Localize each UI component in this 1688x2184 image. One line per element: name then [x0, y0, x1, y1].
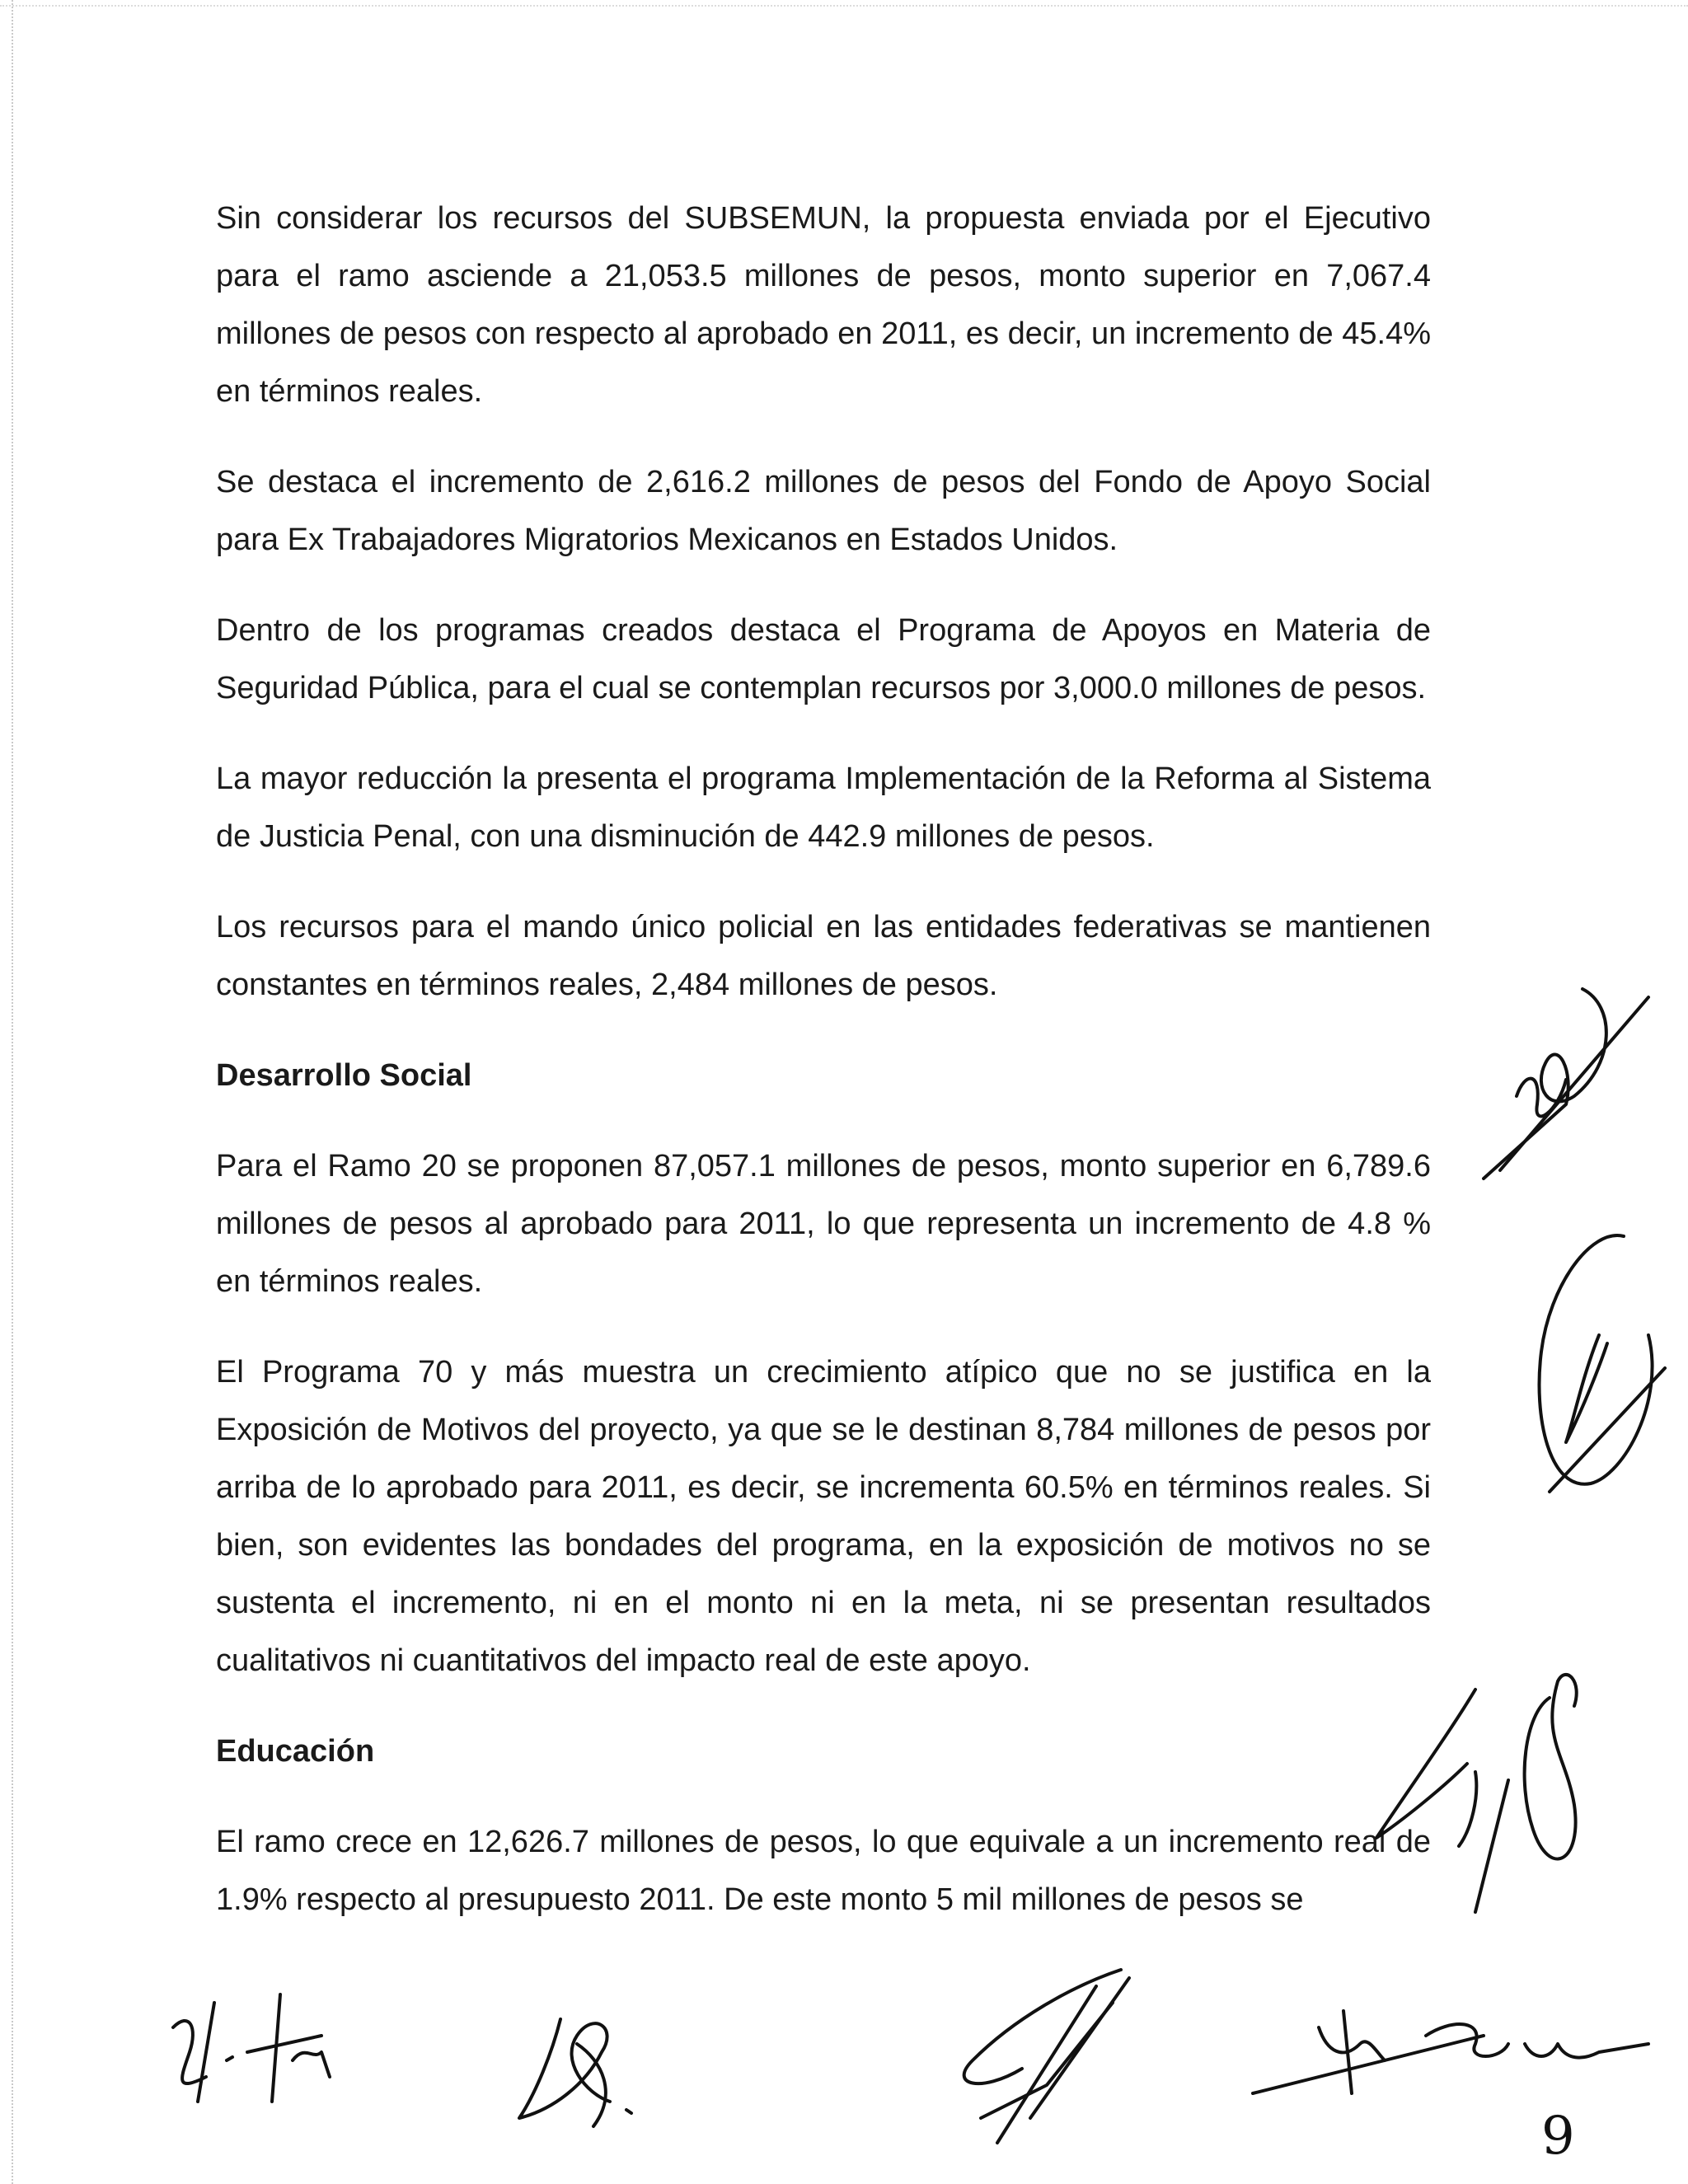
document-body: [216, 190, 1431, 1961]
paragraph-seguridad-publica: Dentro de los programas creados destaca el Programa de Apoyos en Materia de Seguridad Pública, para el cual se contemplan recursos por 3,000.0 millones de pesos.: [216, 613, 1431, 705]
page-number: 9: [1541, 2106, 1575, 2167]
signature-right-lower: [1311, 1665, 1607, 1912]
paragraph-subsemun: Sin considerar los recursos del SUBSEMUN, la propuesta enviada por el Ejecutivo para el ramo asciende a 21,053.5 millones de pesos, monto superior en 7,067.4 millones de pesos con respecto al aprobado en 2011, es decir, un incremento de 45.4% en términos reales.: [216, 201, 1431, 409]
scan-left-edge: [0, 0, 13, 2184]
signature-bottom-2: [503, 1994, 684, 2143]
signature-bottom-1: [157, 1978, 354, 2118]
paragraph-mando-unico: Los recursos para el mando único policial en las entidades federativas se mantienen constantes en términos reales, 2,484 millones de pesos.: [216, 910, 1431, 1002]
paragraph-ramo-20: Para el Ramo 20 se proponen 87,057.1 millones de pesos, monto superior en 6,789.6 millones de pesos al aprobado para 2011, lo que representa un incremento de 4.8 % en términos reales.: [216, 1149, 1431, 1299]
signature-right-top: [1451, 972, 1665, 1187]
heading-desarrollo-social: Desarrollo Social: [216, 1058, 472, 1093]
signature-right-middle: [1500, 1220, 1673, 1516]
paragraph-ramo-educacion: El ramo crece en 12,626.7 millones de pesos, lo que equivale a un incremento real de 1.9% respecto al presupuesto 2011. De este monto 5 mil millones de pesos se: [216, 1825, 1431, 1917]
signature-bottom-3: [931, 1953, 1146, 2168]
paragraph-fondo-apoyo-social: Se destaca el incremento de 2,616.2 millones de pesos del Fondo de Apoyo Social para Ex Trabajadores Migratorios Mexicanos en Estados Unidos.: [216, 465, 1431, 557]
paragraph-reforma-justicia: La mayor reducción la presenta el programa Implementación de la Reforma al Sistema de Justicia Penal, con una disminución de 442.9 millones de pesos.: [216, 762, 1431, 854]
paragraph-programa-70: El Programa 70 y más muestra un crecimiento atípico que no se justifica en la Exposición de Motivos del proyecto, ya que se le destinan 8,784 millones de pesos por arriba de lo aprobado para 2011, es decir, se incrementa 60.5% en términos reales. Si bien, son evidentes las bondades del programa, en la exposición de motivos no se sustenta el incremento, ni en el monto ni en la meta, ni se presentan resultados cualitativos ni cuantitativos del impacto real de este apoyo.: [216, 1355, 1431, 1678]
signature-bottom-4: [1236, 1986, 1665, 2110]
scan-top-edge: [0, 0, 1688, 7]
heading-educacion: Educación: [216, 1734, 375, 1769]
